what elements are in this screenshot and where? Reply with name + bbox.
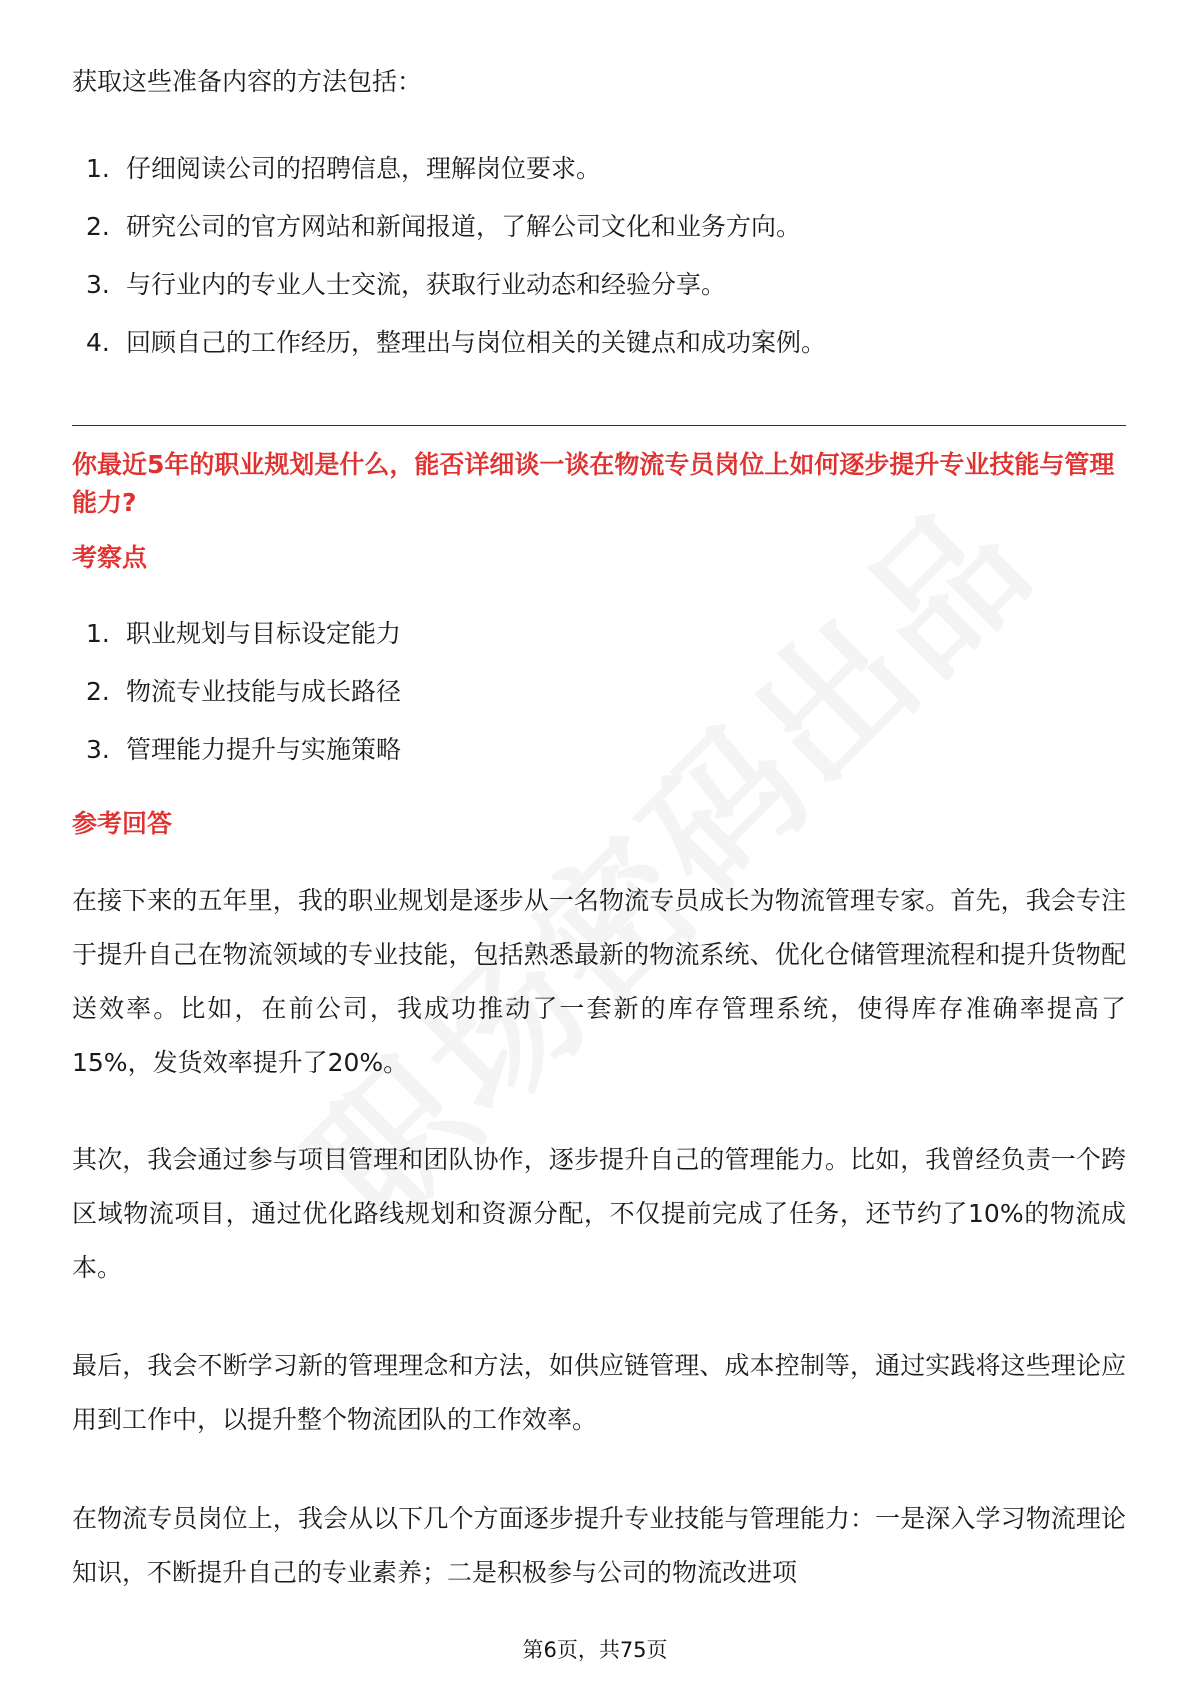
list-item-text: 研究公司的官方网站和新闻报道，了解公司文化和业务方向。 [126,212,802,241]
list-number: 2. [86,212,110,241]
list-item [72,198,826,256]
section-divider [72,425,1126,426]
intro-text: 获取这些准备内容的方法包括： [72,67,423,96]
answer-label: 参考回答 [72,809,173,838]
list-item [72,605,401,663]
list-item-text: 仔细阅读公司的招聘信息，理解岗位要求。 [126,154,602,183]
list-item-text: 回顾自己的工作经历，整理出与岗位相关的关键点和成功案例。 [126,328,827,357]
list-item-text: 职业规划与目标设定能力 [126,619,402,648]
assessment-points-list [72,605,401,779]
list-item-text: 物流专业技能与成长路径 [126,677,402,706]
answer-paragraph: 在接下来的五年里，我的职业规划是逐步从一名物流专员成长为物流管理专家。首先，我会专注于提升自己在物流领域的专业技能，包括熟悉最新的物流系统、优化仓储管理流程和提升货物配送效率。比如，在前公司，我成功推动了一套新的库存管理系统，使得库存准确率提高了15%，发货效率提升了20%。 [72,886,1126,1077]
answer-paragraph: 在物流专员岗位上，我会从以下几个方面逐步提升专业技能与管理能力：一是深入学习物流理论知识，不断提升自己的专业素养；二是积极参与公司的物流改进项 [72,1504,1126,1587]
question-heading: 你最近5年的职业规划是什么，能否详细谈一谈在物流专员岗位上如何逐步提升专业技能与管理能力? [72,450,1115,517]
list-number: 3. [86,735,110,764]
list-number: 3. [86,270,110,299]
list-item [72,314,826,372]
answer-paragraph: 其次，我会通过参与项目管理和团队协作，逐步提升自己的管理能力。比如，我曾经负责一个跨区域物流项目，通过优化路线规划和资源分配，不仅提前完成了任务，还节约了10%的物流成本。 [72,1145,1126,1282]
list-item-text: 与行业内的专业人士交流，获取行业动态和经验分享。 [126,270,727,299]
list-item-text: 管理能力提升与实施策略 [126,735,402,764]
list-item [72,256,826,314]
list-number: 2. [86,677,110,706]
list-item [72,140,826,198]
list-number: 1. [86,619,110,648]
list-number: 4. [86,328,110,357]
answer-paragraph: 最后，我会不断学习新的管理理念和方法，如供应链管理、成本控制等，通过实践将这些理论应用到工作中，以提升整个物流团队的工作效率。 [72,1351,1126,1434]
page-number-footer: 第6页，共75页 [522,1638,668,1662]
list-item [72,663,401,721]
list-item [72,721,401,779]
list-number: 1. [86,154,110,183]
assessment-label: 考察点 [72,543,148,572]
prep-methods-list [72,140,826,372]
